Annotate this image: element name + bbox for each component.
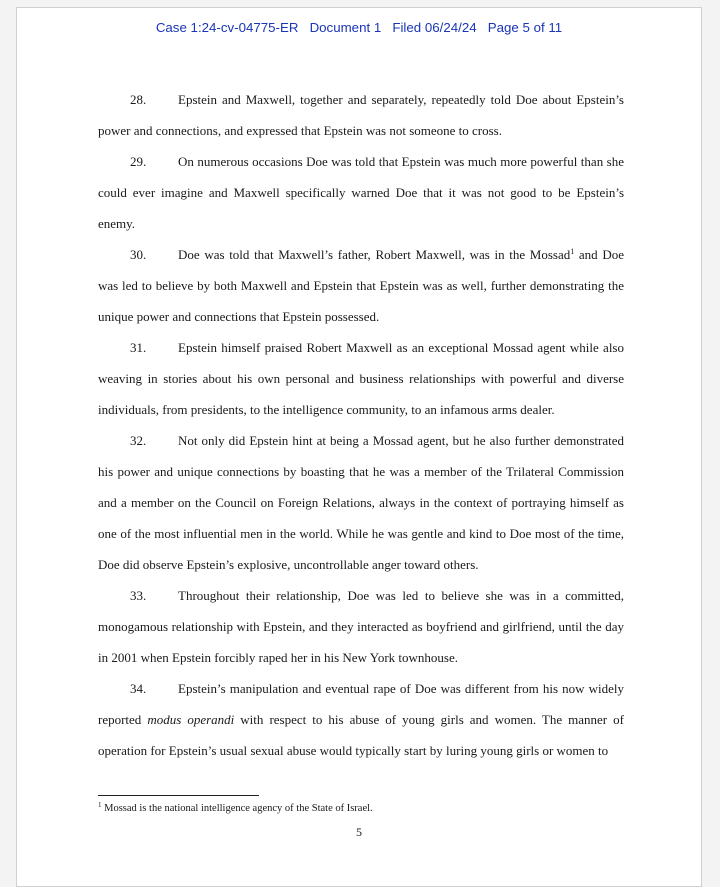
paragraph-text: Throughout their relationship, Doe was led to believe she was in a committed, monogamous relationship with Epstein, and they interacted as boyfriend and girlfriend, until the day in 2001 when Epstein forcibly raped her in his New York townhouse.	[98, 588, 624, 665]
paragraph-34	[98, 673, 624, 766]
case-number: Case 1:24-cv-04775-ER	[155, 20, 299, 35]
filed-date: Filed 06/24/24	[392, 20, 477, 35]
paragraph-text: Doe was told that Maxwell’s father, Robert Maxwell, was in the Mossad	[178, 247, 571, 262]
paragraph-number: 29.	[130, 154, 147, 169]
paragraph-30	[98, 239, 624, 332]
footnote	[98, 802, 618, 816]
paragraph-text: Epstein and Maxwell, together and separately, repeatedly told Doe about Epstein’s power and connections, and expressed that Epstein was not someone to cross.	[98, 92, 624, 138]
paragraph-number: 28.	[130, 92, 147, 107]
footnote-reference: 1	[570, 247, 575, 256]
paragraph-text: Not only did Epstein hint at being a Mossad agent, but he also further demonstrated his power and unique connections by boasting that he was a member of the Trilateral Commission and a member on the Council on Foreign Relations, always in the context of portraying himself as one of the most influential men in the world. While he was gentle and kind to Doe most of the time, Doe did observe Epstein’s explosive, uncontrollable anger toward others.	[98, 433, 624, 572]
paragraph-number: 30.	[130, 247, 147, 262]
paragraph-33	[98, 580, 624, 673]
paragraph-28	[98, 84, 624, 146]
paragraph-number: 31.	[130, 340, 147, 355]
paragraph-32	[98, 425, 624, 580]
paragraph-text: Epstein’s manipulation and eventual rape of Doe was different from his now widely reported	[98, 681, 624, 727]
footnote-text: Mossad is the national intelligence agency of the State of Israel.	[104, 803, 373, 814]
document-number: Document 1	[309, 20, 382, 35]
paragraph-number: 33.	[130, 588, 147, 603]
paragraph-text: On numerous occasions Doe was told that Epstein was much more powerful than she could ever imagine and Maxwell specifically warned Doe that it was not good to be Epstein’s enemy.	[98, 154, 624, 231]
italic-phrase: modus operandi	[147, 712, 235, 727]
footnote-marker: 1	[98, 801, 102, 809]
page-indicator: Page 5 of 11	[487, 20, 563, 35]
body-text	[98, 84, 624, 766]
paragraph-number: 34.	[130, 681, 147, 696]
paragraph-number: 32.	[130, 433, 147, 448]
paragraph-31	[98, 332, 624, 425]
document-page	[16, 7, 702, 887]
case-header	[17, 20, 701, 35]
paragraph-text-continued: and Doe was led to believe by both Maxwell and Epstein that Epstein was as well, further demonstrating the unique power and connections that Epstein possessed.	[98, 247, 624, 324]
footnote-divider	[98, 795, 259, 796]
paragraph-text-continued: with respect to his abuse of young girls and women. The manner of operation for Epstein’s usual sexual abuse would typically start by luring young girls or women to	[98, 712, 624, 758]
page-number: 5	[356, 825, 362, 839]
paragraph-29	[98, 146, 624, 239]
paragraph-text: Epstein himself praised Robert Maxwell as an exceptional Mossad agent while also weaving in stories about his own personal and business relationships with powerful and diverse individuals, from presidents, to the intelligence community, to an infamous arms dealer.	[98, 340, 624, 417]
